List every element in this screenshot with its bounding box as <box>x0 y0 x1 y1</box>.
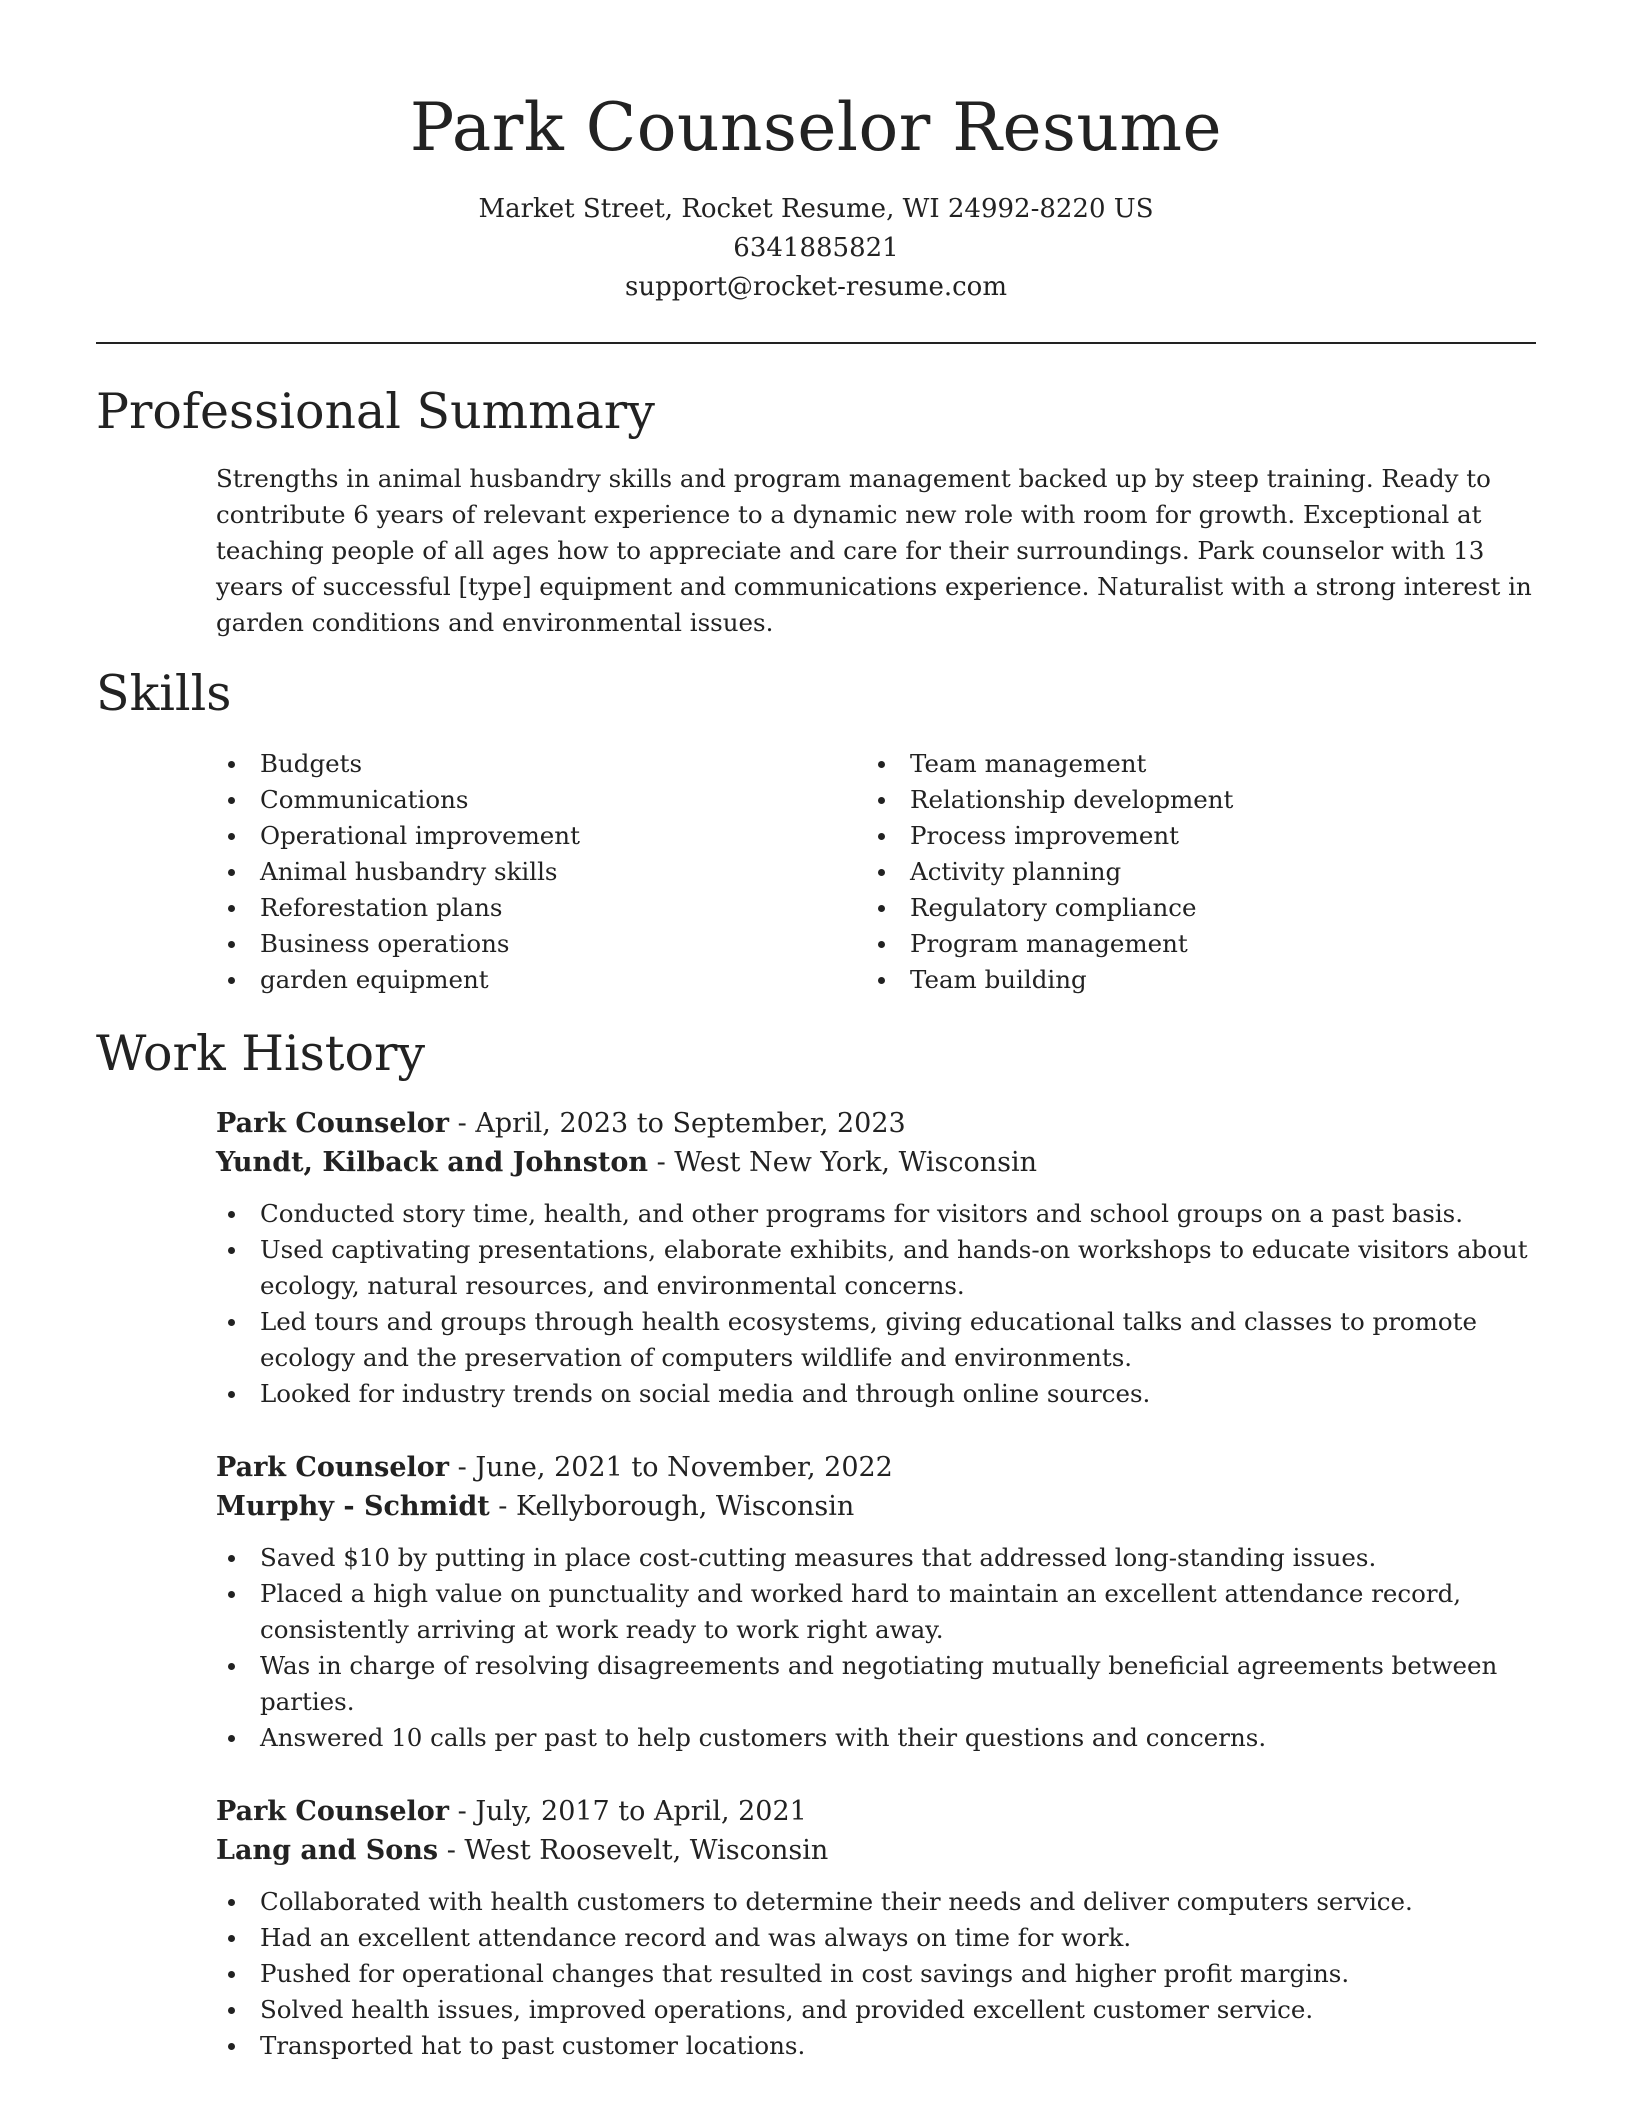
job-bullets <box>216 1196 1536 1412</box>
skills-heading: Skills <box>96 665 232 722</box>
skill-item: Process improvement <box>866 818 1516 854</box>
job-bullet: Answered 10 calls per past to help customers with their questions and concerns. <box>216 1720 1536 1756</box>
skill-item: Program management <box>866 926 1516 962</box>
job-bullet: Led tours and groups through health ecosystems, giving educational talks and classes to promote ecology and the preservation of computers wildlife and environments. <box>216 1304 1536 1376</box>
job-entry <box>216 1104 1536 1412</box>
skill-item: Reforestation plans <box>216 890 866 926</box>
summary-text: Strengths in animal husbandry skills and program management backed up by steep training. Ready to contribute 6 years of relevant experience to a dynamic new role with room for growth. Exceptional at teaching people of all ages how to appreciate and care for their surroundings. Park counselor with 13 years of successful [type] equipment and communications experience. Naturalist with a strong interest in garden conditions and environmental issues. <box>216 464 1532 637</box>
skill-item: Business operations <box>216 926 866 962</box>
email-text: support@rocket-resume.com <box>624 272 1007 302</box>
job-entry <box>216 1792 1536 2064</box>
job-bullet: Placed a high value on punctuality and worked hard to maintain an excellent attendance record, consistently arriving at work ready to work right away. <box>216 1576 1536 1648</box>
job-bullets <box>216 1540 1536 1756</box>
skill-item: Activity planning <box>866 854 1516 890</box>
job-company: Yundt, Kilback and Johnston <box>216 1147 648 1178</box>
job-bullet: Conducted story time, health, and other programs for visitors and school groups on a past basis. <box>216 1196 1536 1232</box>
job-bullet: Pushed for operational changes that resulted in cost savings and higher profit margins. <box>216 1956 1536 1992</box>
job-bullet: Was in charge of resolving disagreements and negotiating mutually beneficial agreements between parties. <box>216 1648 1536 1720</box>
resume-header <box>0 84 1632 307</box>
job-bullet: Collaborated with health customers to determine their needs and deliver computers service. <box>216 1884 1536 1920</box>
job-role: Park Counselor <box>216 1452 450 1483</box>
job-dates: - July, 2017 to April, 2021 <box>449 1796 807 1827</box>
job-bullets <box>216 1884 1536 2064</box>
job-bullet: Saved $10 by putting in place cost-cutting measures that addressed long-standing issues. <box>216 1540 1536 1576</box>
skill-item: Operational improvement <box>216 818 866 854</box>
skill-item: Regulatory compliance <box>866 890 1516 926</box>
job-bullet: Transported hat to past customer locations. <box>216 2028 1536 2064</box>
address-text: Market Street, Rocket Resume, WI 24992-8220 US <box>478 194 1154 224</box>
job-company: Murphy - Schmidt <box>216 1491 490 1522</box>
phone-text: 6341885821 <box>733 233 899 263</box>
skill-item: Communications <box>216 782 866 818</box>
contact-info <box>0 190 1632 307</box>
job-dates: - June, 2021 to November, 2022 <box>449 1452 893 1483</box>
work-history-heading: Work History <box>96 1025 426 1082</box>
skill-item: Animal husbandry skills <box>216 854 866 890</box>
job-bullet: Solved health issues, improved operations, and provided excellent customer service. <box>216 1992 1536 2028</box>
job-company-line <box>216 1487 1536 1526</box>
job-title-line <box>216 1104 1536 1143</box>
job-bullet: Used captivating presentations, elaborate exhibits, and hands-on workshops to educate visitors about ecology, natural resources, and environmental concerns. <box>216 1232 1536 1304</box>
skills-column-right <box>866 746 1516 998</box>
job-entry <box>216 1448 1536 1756</box>
skill-item: Budgets <box>216 746 866 782</box>
job-location: - West Roosevelt, Wisconsin <box>438 1835 829 1866</box>
job-location: - West New York, Wisconsin <box>648 1147 1037 1178</box>
skill-item: Relationship development <box>866 782 1516 818</box>
skills-list <box>216 746 1536 998</box>
job-company-line <box>216 1831 1536 1870</box>
job-title-line <box>216 1792 1536 1831</box>
job-bullet: Looked for industry trends on social media and through online sources. <box>216 1376 1536 1412</box>
summary-heading: Professional Summary <box>96 383 655 440</box>
skill-item: garden equipment <box>216 962 866 998</box>
resume-title: Park Counselor Resume <box>409 89 1223 166</box>
job-bullet: Had an excellent attendance record and was always on time for work. <box>216 1920 1536 1956</box>
job-company: Lang and Sons <box>216 1835 439 1866</box>
header-divider <box>96 342 1536 344</box>
job-role: Park Counselor <box>216 1796 450 1827</box>
job-location: - Kellyborough, Wisconsin <box>489 1491 855 1522</box>
job-title-line <box>216 1448 1536 1487</box>
job-company-line <box>216 1143 1536 1182</box>
skills-column-left <box>216 746 866 998</box>
skill-item: Team building <box>866 962 1516 998</box>
job-role: Park Counselor <box>216 1108 450 1139</box>
job-dates: - April, 2023 to September, 2023 <box>449 1108 906 1139</box>
skill-item: Team management <box>866 746 1516 782</box>
